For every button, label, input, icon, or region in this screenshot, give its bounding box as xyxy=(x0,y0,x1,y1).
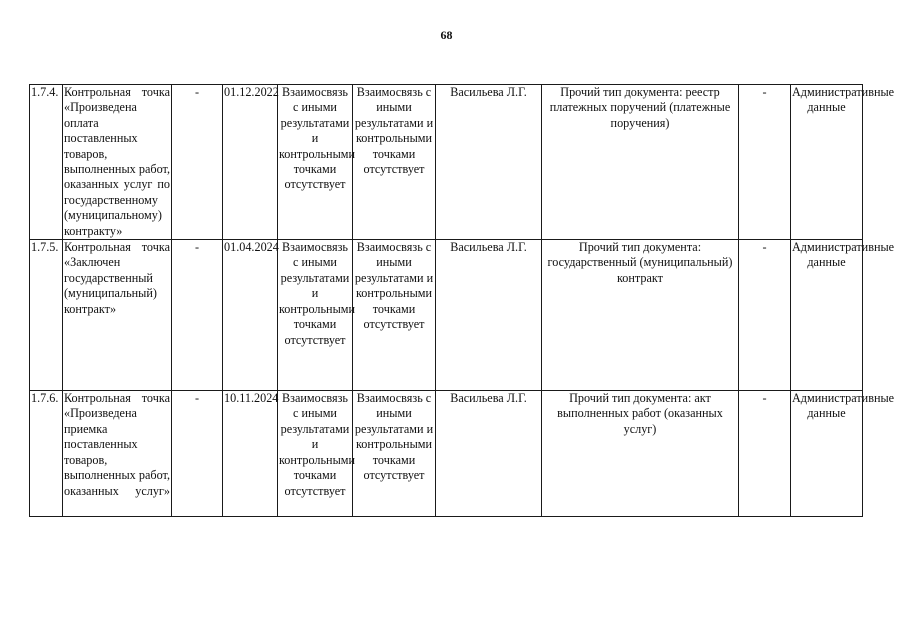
plan-value: - xyxy=(172,391,223,517)
control-point-description: Контрольная точка «Заключен государственный (муниципальный) контракт» xyxy=(63,240,172,391)
table-row xyxy=(30,391,863,517)
row-number: 1.7.6. xyxy=(30,391,63,517)
data-source: Административные данные xyxy=(791,85,863,240)
data-source: Административные данные xyxy=(791,391,863,517)
responsible-person: Васильева Л.Г. xyxy=(436,85,542,240)
information-system: - xyxy=(739,85,791,240)
document-type: Прочий тип документа: государственный (муниципальный) контракт xyxy=(542,240,739,391)
link-previous: Взаимосвязь с иными результатами и контрольными точками отсутствует xyxy=(278,391,353,517)
link-previous: Взаимосвязь с иными результатами и контрольными точками отсутствует xyxy=(278,240,353,391)
table-row xyxy=(30,85,863,240)
document-type: Прочий тип документа: акт выполненных работ (оказанных услуг) xyxy=(542,391,739,517)
link-next: Взаимосвязь с иными результатами и контрольными точками отсутствует xyxy=(353,85,436,240)
plan-value: - xyxy=(172,85,223,240)
row-number: 1.7.4. xyxy=(30,85,63,240)
deadline-date: 01.12.2022 xyxy=(223,85,278,240)
deadline-date: 10.11.2024 xyxy=(223,391,278,517)
information-system: - xyxy=(739,240,791,391)
row-number: 1.7.5. xyxy=(30,240,63,391)
control-points-table xyxy=(29,84,895,517)
link-previous: Взаимосвязь с иными результатами и контрольными точками отсутствует xyxy=(278,85,353,240)
control-point-description: Контрольная точка «Произведена оплата поставленных товаров, выполненных работ, оказанных услуг по государственному (муниципальному) контракту» xyxy=(64,85,170,238)
table-row xyxy=(30,240,863,391)
data-source: Административные данные xyxy=(791,240,863,391)
link-next: Взаимосвязь с иными результатами и контрольными точками отсутствует xyxy=(353,391,436,517)
information-system: - xyxy=(739,391,791,517)
page-number: 68 xyxy=(440,28,453,42)
responsible-person: Васильева Л.Г. xyxy=(436,391,542,517)
deadline-date: 01.04.2024 xyxy=(223,240,278,391)
link-next: Взаимосвязь с иными результатами и контрольными точками отсутствует xyxy=(353,240,436,391)
control-point-description: Контрольная точка «Произведена приемка поставленных товаров, выполненных работ, оказанных услуг» xyxy=(63,391,172,517)
responsible-person: Васильева Л.Г. xyxy=(436,240,542,391)
document-type: Прочий тип документа: реестр платежных поручений (платежные поручения) xyxy=(542,85,739,240)
plan-value: - xyxy=(172,240,223,391)
